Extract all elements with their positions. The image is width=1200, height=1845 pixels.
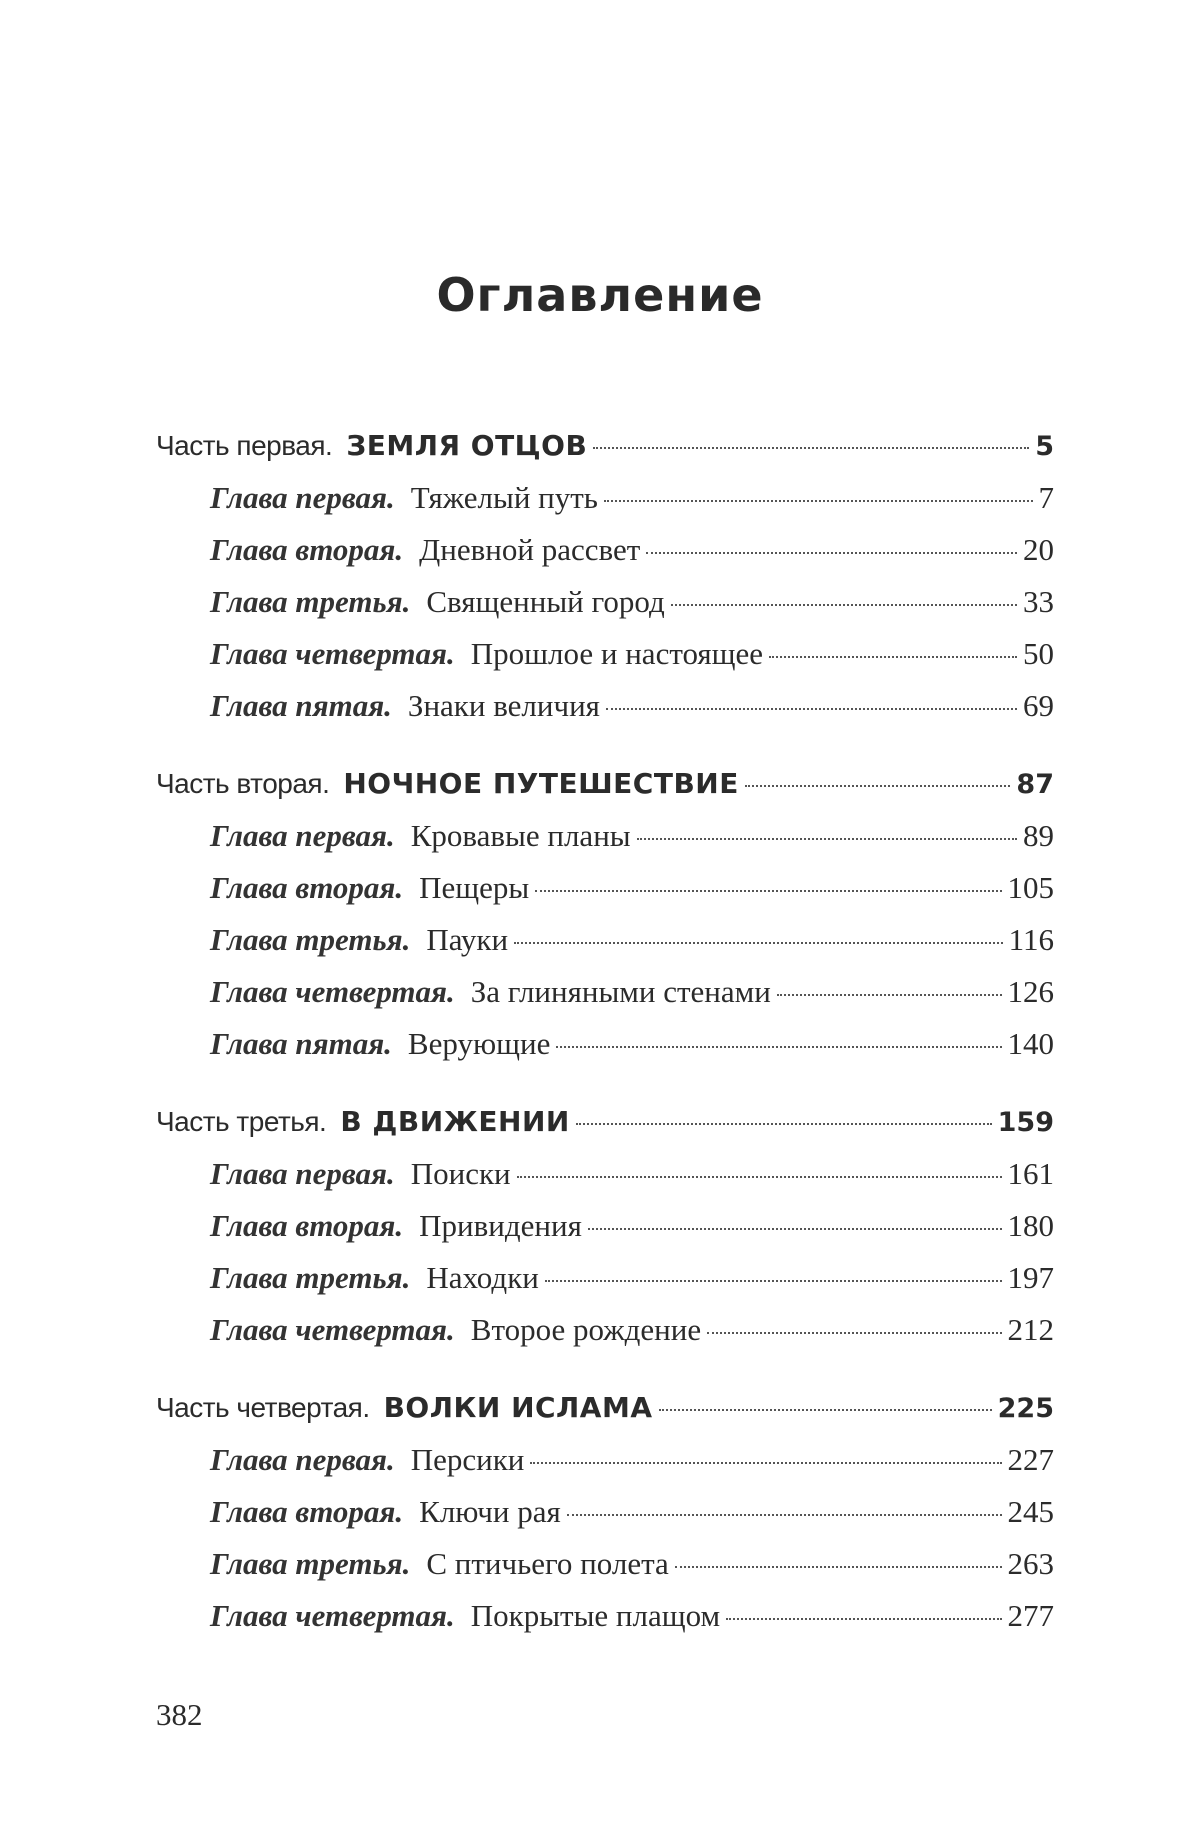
chapter-page-number: 33: [1023, 584, 1054, 619]
toc-chapter-row: [156, 1200, 1054, 1252]
chapter-title: Пауки: [426, 922, 509, 957]
chapter-title: За глиняными стенами: [470, 974, 771, 1009]
chapter-page-number: 227: [1007, 1442, 1054, 1477]
chapter-title: Знаки величия: [407, 688, 600, 723]
page-title: Оглавление: [436, 268, 764, 322]
chapter-label: Глава вторая.: [210, 1208, 404, 1243]
toc-chapter-row: [156, 810, 1054, 862]
chapter-page-number: 197: [1007, 1260, 1054, 1295]
dot-leader: [675, 1565, 1002, 1568]
chapter-title: Тяжелый путь: [410, 480, 598, 515]
dot-leader: [576, 1122, 992, 1125]
chapter-title: Дневной рассвет: [419, 532, 641, 567]
part-title: НОЧНОЕ ПУТЕШЕСТВИЕ: [343, 767, 739, 800]
chapter-title: Персики: [410, 1442, 525, 1477]
dot-leader: [593, 446, 1029, 449]
chapter-label: Глава первая.: [210, 480, 395, 515]
chapter-label: Глава пятая.: [210, 688, 392, 723]
toc-chapter-row: [156, 1148, 1054, 1200]
toc-chapter-row: [156, 966, 1054, 1018]
part-label: Часть первая.: [156, 430, 333, 461]
chapter-page-number: 116: [1008, 922, 1054, 957]
chapter-label: Глава вторая.: [210, 870, 404, 905]
toc-chapter-row: [156, 1486, 1054, 1538]
dot-leader: [588, 1227, 1002, 1230]
chapter-page-number: 7: [1038, 480, 1054, 515]
chapter-label: Глава первая.: [210, 1156, 395, 1191]
chapter-label: Глава четвертая.: [210, 636, 455, 671]
chapter-label: Глава первая.: [210, 818, 395, 853]
dot-leader: [745, 784, 1011, 787]
part-page-number: 5: [1035, 431, 1054, 462]
toc-chapter-row: [156, 914, 1054, 966]
chapter-page-number: 89: [1023, 818, 1054, 853]
chapter-page-number: 140: [1007, 1026, 1054, 1061]
chapter-label: Глава первая.: [210, 1442, 395, 1477]
chapter-label: Глава третья.: [210, 1546, 411, 1581]
toc-chapter-row: [156, 524, 1054, 576]
chapter-label: Глава пятая.: [210, 1026, 392, 1061]
chapter-page-number: 212: [1007, 1312, 1054, 1347]
toc-chapter-row: [156, 576, 1054, 628]
chapter-title: Покрытые плащом: [470, 1598, 721, 1633]
dot-leader: [777, 993, 1002, 996]
chapter-page-number: 69: [1023, 688, 1054, 723]
toc-part-2: [156, 758, 1054, 1070]
chapter-title: Привидения: [419, 1208, 582, 1243]
part-label: Часть четвертая.: [156, 1392, 370, 1423]
chapter-label: Глава четвертая.: [210, 1598, 455, 1633]
dot-leader: [530, 1461, 1001, 1464]
chapter-label: Глава третья.: [210, 584, 411, 619]
chapter-page-number: 105: [1007, 870, 1054, 905]
toc-chapter-row: [156, 680, 1054, 732]
toc-chapter-row: [156, 1434, 1054, 1486]
chapter-title: Находки: [426, 1260, 539, 1295]
chapter-page-number: 245: [1007, 1494, 1054, 1529]
part-label: Часть вторая.: [156, 768, 330, 799]
chapter-title: Пещеры: [419, 870, 530, 905]
chapter-page-number: 126: [1007, 974, 1054, 1009]
toc-part-row: [156, 1382, 1054, 1434]
dot-leader: [567, 1513, 1002, 1516]
table-of-contents: [156, 420, 1054, 1668]
dot-leader: [517, 1175, 1002, 1178]
toc-part-row: [156, 420, 1054, 472]
chapter-label: Глава вторая.: [210, 1494, 404, 1529]
toc-part-row: [156, 1096, 1054, 1148]
page-number: 382: [156, 1697, 203, 1732]
part-title: В ДВИЖЕНИИ: [340, 1105, 570, 1138]
dot-leader: [604, 499, 1033, 502]
chapter-page-number: 277: [1007, 1598, 1054, 1633]
chapter-title: Второе рождение: [470, 1312, 702, 1347]
toc-part-1: [156, 420, 1054, 732]
toc-part-row: [156, 758, 1054, 810]
chapter-label: Глава третья.: [210, 1260, 411, 1295]
dot-leader: [514, 941, 1003, 944]
part-title: ЗЕМЛЯ ОТЦОВ: [346, 429, 588, 462]
chapter-page-number: 180: [1007, 1208, 1054, 1243]
toc-part-3: [156, 1096, 1054, 1356]
chapter-title: Поиски: [410, 1156, 511, 1191]
toc-chapter-row: [156, 1590, 1054, 1642]
toc-chapter-row: [156, 1538, 1054, 1590]
dot-leader: [659, 1408, 992, 1411]
chapter-page-number: 20: [1023, 532, 1054, 567]
toc-part-4: [156, 1382, 1054, 1642]
part-page-number: 225: [997, 1393, 1054, 1424]
toc-chapter-row: [156, 472, 1054, 524]
dot-leader: [671, 603, 1017, 606]
dot-leader: [637, 837, 1017, 840]
chapter-page-number: 161: [1007, 1156, 1054, 1191]
chapter-label: Глава четвертая.: [210, 1312, 455, 1347]
chapter-title: Прошлое и настоящее: [470, 636, 764, 671]
dot-leader: [545, 1279, 1002, 1282]
chapter-label: Глава третья.: [210, 922, 411, 957]
chapter-label: Глава вторая.: [210, 532, 404, 567]
toc-chapter-row: [156, 628, 1054, 680]
part-title: ВОЛКИ ИСЛАМА: [383, 1391, 653, 1424]
chapter-page-number: 50: [1023, 636, 1054, 671]
chapter-title: Священный город: [426, 584, 665, 619]
dot-leader: [726, 1617, 1001, 1620]
toc-chapter-row: [156, 1304, 1054, 1356]
dot-leader: [707, 1331, 1001, 1334]
toc-chapter-row: [156, 862, 1054, 914]
dot-leader: [769, 655, 1017, 658]
dot-leader: [646, 551, 1017, 554]
toc-chapter-row: [156, 1252, 1054, 1304]
chapter-label: Глава четвертая.: [210, 974, 455, 1009]
dot-leader: [556, 1045, 1001, 1048]
part-page-number: 87: [1016, 769, 1054, 800]
toc-chapter-row: [156, 1018, 1054, 1070]
dot-leader: [535, 889, 1001, 892]
dot-leader: [606, 707, 1017, 710]
chapter-title: С птичьего полета: [426, 1546, 669, 1581]
chapter-title: Ключи рая: [419, 1494, 561, 1529]
chapter-title: Кровавые планы: [410, 818, 631, 853]
part-label: Часть третья.: [156, 1106, 327, 1137]
part-page-number: 159: [997, 1107, 1054, 1138]
chapter-title: Верующие: [407, 1026, 551, 1061]
chapter-page-number: 263: [1007, 1546, 1054, 1581]
